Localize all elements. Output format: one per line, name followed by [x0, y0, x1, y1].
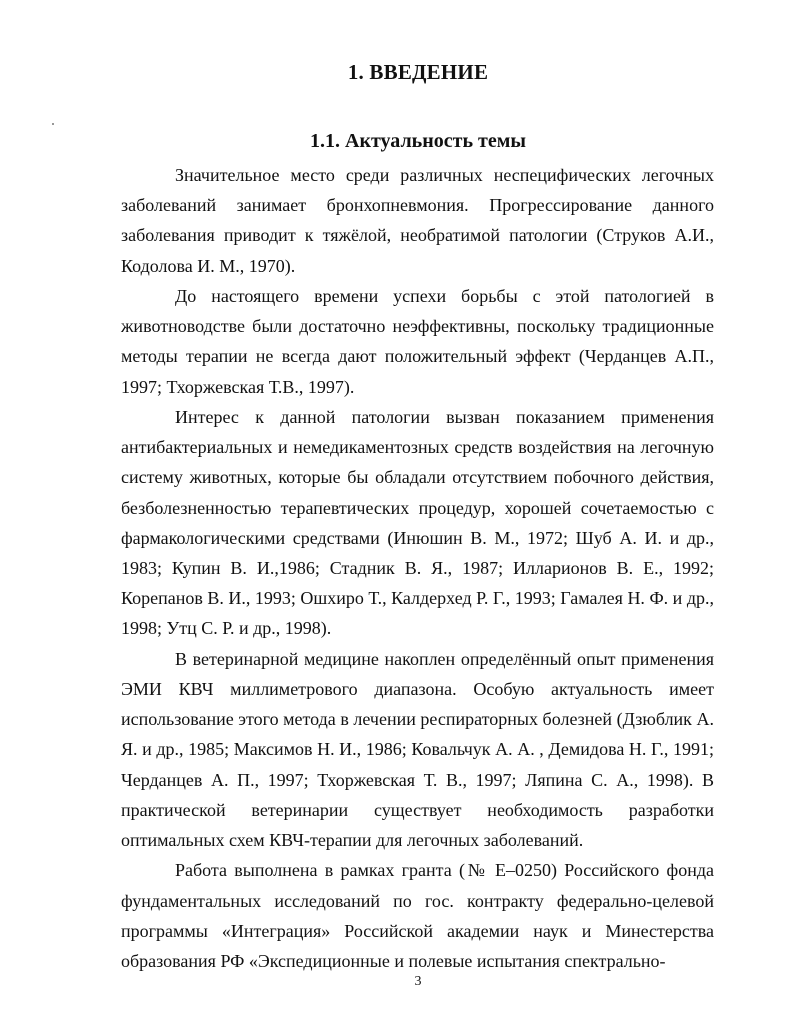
page-number: 3 — [414, 974, 422, 989]
paragraph-5: Работа выполнена в рамках гранта (№ Е–0250) Российского фонда фундаментальных исследований по гос. контракту федерально-целевой программы «Интеграция» Российской академии наук и Минестерства образования РФ «Экспедиционные и полевые испытания спектрально- — [121, 860, 714, 972]
paragraph-3: Интерес к данной патологии вызван показанием применения антибактериальных и немедикаментозных средств воздействия на легочную систему животных, которые бы обладали отсутствием побочного действия, безболезненностью терапевтических процедур, хорошей сочетаемостью с фармакологическими средствами (Инюшин В. М., 1972; Шуб А. И. и др., 1983; Купин В. И.,1986; Стадник В. Я., 1987; Илларионов В. Е., 1992; Корепанов В. И., 1993; Ошхиро Т., Калдерхед Р. Г., 1993; Гамалея Н. Ф. и др., 1998; Утц С. Р. и др., 1998). — [121, 407, 714, 639]
paragraph-1: Значительное место среди различных неспецифических легочных заболеваний занимает бронхопневмония. Прогрессирование данного заболевания приводит к тяжёлой, необратимой патологии (Струков А.И., Кодолова И. М., 1970). — [121, 165, 714, 276]
chapter-heading: 1. ВВЕДЕНИЕ — [347, 60, 489, 84]
paragraph-2: До настоящего времени успехи борьбы с этой патологией в животноводстве были достаточно неэффективны, поскольку традиционные методы терапии не всегда дают положительный эффект (Черданцев А.П., 1997; Тхоржевская Т.В., 1997). — [121, 286, 714, 397]
paragraph-4: В ветеринарной медицине накоплен определённый опыт применения ЭМИ КВЧ миллиметрового диапазона. Особую актуальность имеет использование этого метода в лечении респираторных болезней (Дзюблик А. Я. и др., 1985; Максимов Н. И., 1986; Ковальчук А. А. , Демидова Н. Г., 1991; Черданцев А. П., 1997; Тхоржевская Т. В., 1997; Ляпина С. А., 1998). В практической ветеринарии существует необходимость разработки оптимальных схем КВЧ-терапии для легочных заболеваний. — [121, 648, 714, 851]
section-heading: 1.1. Актуальность темы — [310, 130, 526, 152]
scan-speck — [52, 123, 54, 125]
body-text — [121, 160, 714, 976]
